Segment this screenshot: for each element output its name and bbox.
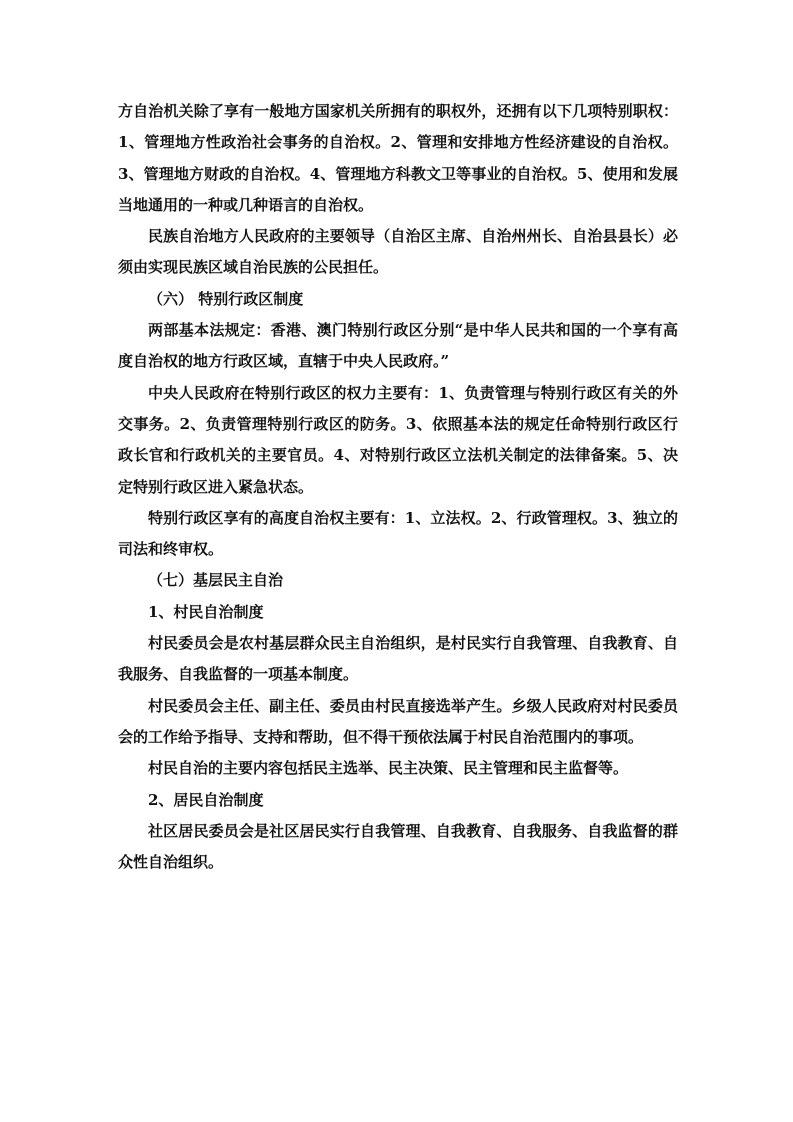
paragraph-village-content: 村民自治的主要内容包括民主选举、民主决策、民主管理和民主监督等。 <box>148 759 629 778</box>
section-heading-sar: （六） 特别行政区制度 <box>148 289 304 308</box>
document-page <box>118 96 678 878</box>
paragraph-resident-committee: 社区居民委员会是社区居民实行自我管理、自我教育、自我服务、自我监督的群众性自治组织。 <box>118 821 678 872</box>
paragraph-village-election: 村民委员会主任、副主任、委员由村民直接选举产生。乡级人民政府对村民委员会的工作给予指导、支持和帮助，但不得干预依法属于村民自治范围内的事项。 <box>118 696 678 746</box>
subheading-resident-autonomy: 2、居民自治制度 <box>148 790 264 809</box>
subheading-village-autonomy: 1、村民自治制度 <box>148 602 264 621</box>
paragraph-autonomy-leaders: 民族自治地方人民政府的主要领导（自治区主席、自治州州长、自治县县长）必须由实现民族区域自治民族的公民担任。 <box>118 227 678 277</box>
section-heading-grassroots: （七）基层民主自治 <box>148 571 284 590</box>
paragraph-village-committee: 村民委员会是农村基层群众民主自治组织，是村民实行自我管理、自我教育、自我服务、自我监督的一项基本制度。 <box>118 634 678 684</box>
paragraph-autonomy-powers: 方自治机关除了享有一般地方国家机关所拥有的职权外，还拥有以下几项特别职权：1、管理地方性政治社会事务的自治权。2、管理和安排地方性经济建设的自治权。3、管理地方财政的自治权。4、管理地方科教文卫等事业的自治权。5、使用和发展当地通用的一种或几种语言的自治权。 <box>118 102 678 214</box>
paragraph-central-powers: 中央人民政府在特别行政区的权力主要有：1、负责管理与特别行政区有关的外交事务。2、负责管理特别行政区的防务。3、依照基本法的规定任命特别行政区行政长官和行政机关的主要官员。4、对特别行政区立法机关制定的法律备案。5、决定特别行政区进入紧急状态。 <box>118 383 678 496</box>
paragraph-basic-law: 两部基本法规定：香港、澳门特别行政区分别“是中华人民共和国的一个享有高度自治权的地方行政区域，直辖于中央人民政府。” <box>118 321 678 371</box>
paragraph-sar-autonomy: 特别行政区享有的高度自治权主要有：1、立法权。2、行政管理权。3、独立的司法和终审权。 <box>118 508 678 559</box>
